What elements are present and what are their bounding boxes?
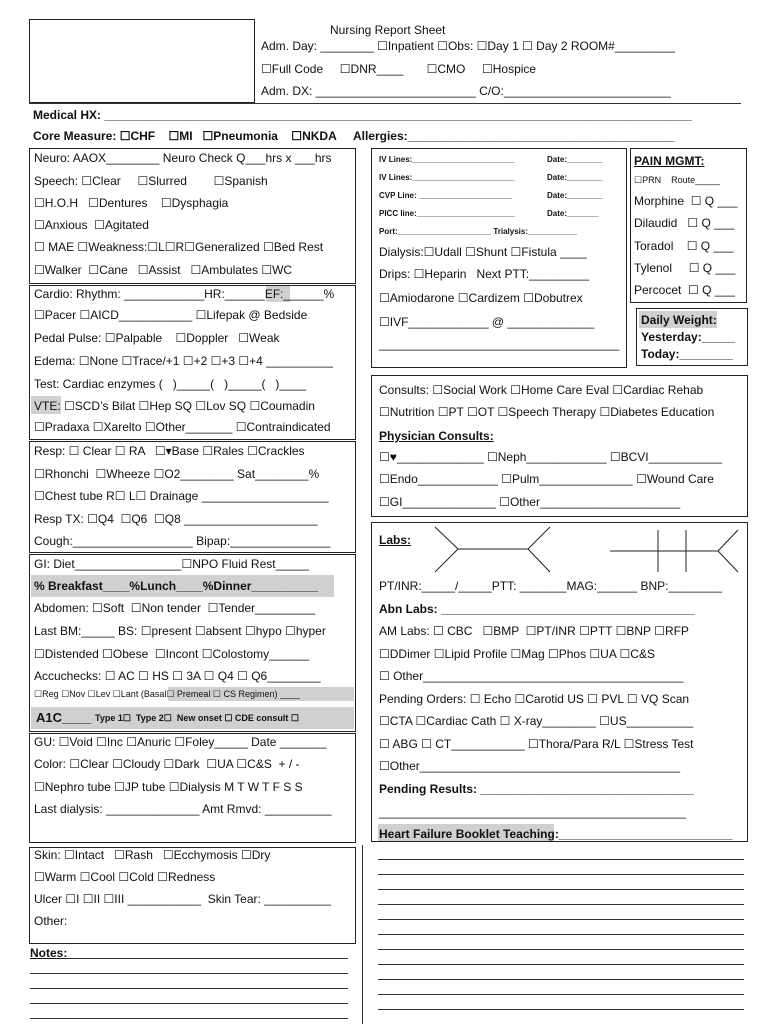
gu-row-3[interactable]: ☐Nephro tube ☐JP tube ☐Dialysis M T W T F S S bbox=[34, 780, 303, 794]
neuro-row-2[interactable]: Speech: ☐Clear ☐Slurred ☐Spanish bbox=[34, 174, 268, 188]
dialysis-access-row[interactable]: Dialysis:☐Udall ☐Shunt ☐Fistula ____ bbox=[379, 245, 587, 259]
ivf-row[interactable]: ☐IVF____________ @ _____________ bbox=[379, 315, 595, 329]
pending-orders-other[interactable]: ☐Other_______________________________________ bbox=[379, 759, 681, 773]
pain-prn-row[interactable]: ☐PRN Route_____ bbox=[634, 175, 721, 185]
iv-line-1[interactable]: IV Lines:_______________________ bbox=[379, 155, 515, 164]
physician-consults-title: Physician Consults: bbox=[379, 429, 494, 443]
medical-hx-line[interactable]: Medical HX: ________________________________________________________________________________________ bbox=[33, 108, 692, 122]
gi-row-3[interactable]: Abdomen: ☐Soft ☐Non tender ☐Tender_________ bbox=[34, 601, 316, 615]
consults-row-6[interactable]: ☐GI______________ ☐Other_____________________ bbox=[379, 495, 681, 509]
coag-labs-row[interactable]: PT/INR:_____/_____PTT: _______MAG:______ BNP:________ bbox=[379, 579, 722, 593]
am-labs-row-2[interactable]: ☐DDimer ☐Lipid Profile ☐Mag ☐Phos ☐UA ☐C&S bbox=[379, 647, 655, 661]
pain-med-tylenol[interactable]: Tylenol ☐ Q ___ bbox=[634, 261, 736, 275]
lab-fishbone-diagrams[interactable] bbox=[420, 524, 750, 574]
resp-row-4[interactable]: Resp TX: ☐Q4 ☐Q6 ☐Q8 ____________________ bbox=[34, 512, 318, 526]
drips-extra-line[interactable]: ____________________________________ bbox=[379, 337, 620, 351]
gi-row-6[interactable]: Accuchecks: ☐ AC ☐ HS ☐ 3A ☐ Q4 ☐ Q6________ bbox=[34, 669, 321, 683]
pain-med-percocet[interactable]: Percocet ☐ Q ___ bbox=[634, 283, 735, 297]
labs-title: Labs: bbox=[379, 533, 412, 547]
cardio-row-4[interactable]: Edema: ☐None ☐Trace/+1 ☐+2 ☐+3 ☐+4 __________ bbox=[34, 354, 333, 368]
cvp-line-date[interactable]: Date:________ bbox=[547, 191, 603, 200]
gu-row-1[interactable]: GU: ☐Void ☐Inc ☐Anuric ☐Foley_____ Date _______ bbox=[34, 735, 327, 749]
cardio-row-2[interactable]: ☐Pacer ☐AICD___________ ☐Lifepak @ Bedside bbox=[34, 308, 308, 322]
admission-dx-line[interactable]: Adm. DX: ________________________ C/O:_________________________ bbox=[261, 84, 671, 98]
daily-weight-title: Daily Weight: bbox=[641, 313, 717, 327]
weight-yesterday[interactable]: Yesterday:_____ bbox=[641, 330, 736, 344]
gi-row-4[interactable]: Last BM:_____ BS: ☐present ☐absent ☐hypo ☐hyper bbox=[34, 624, 326, 638]
neuro-row-5[interactable]: ☐ MAE ☐Weakness:☐L☐R☐Generalized ☐Bed Rest bbox=[34, 240, 324, 254]
pain-mgmt-title: PAIN MGMT: bbox=[634, 154, 705, 168]
pending-results-line-2[interactable]: ______________________________________________ bbox=[379, 805, 686, 819]
drips-row[interactable]: Drips: ☐Heparin Next PTT:_________ bbox=[379, 267, 590, 281]
cardio-row-6[interactable]: VTE: ☐SCD’s Bilat ☐Hep SQ ☐Lov SQ ☐Coumadin bbox=[34, 399, 315, 413]
drip-meds-row[interactable]: ☐Amiodarone ☐Cardizem ☐Dobutrex bbox=[379, 291, 583, 305]
picc-line[interactable]: PICC line:______________________ bbox=[379, 209, 515, 218]
pending-orders-row-1[interactable]: Pending Orders: ☐ Echo ☐Carotid US ☐ PVL ☐ VQ Scan bbox=[379, 692, 690, 706]
cardio-row-7[interactable]: ☐Pradaxa ☐Xarelto ☐Other_______ ☐Contraindicated bbox=[34, 420, 331, 434]
code-status-line[interactable]: ☐Full Code ☐DNR____ ☐CMO ☐Hospice bbox=[261, 62, 537, 76]
cardio-row-5[interactable]: Test: Cardiac enzymes ( )_____( )_____( )____ bbox=[34, 377, 307, 391]
gi-row-7[interactable]: ☐Reg ☐Nov ☐Lev ☐Lant (Basal☐ Premeal ☐ CS Regimen) ____ bbox=[34, 689, 301, 699]
pain-med-dilaudid[interactable]: Dilaudid ☐ Q ___ bbox=[634, 216, 735, 230]
gu-row-4[interactable]: Last dialysis: ______________ Amt Rmvd: __________ bbox=[34, 802, 332, 816]
resp-row-5[interactable]: Cough:__________________ Bipap:_______________ bbox=[34, 534, 331, 548]
gi-row-1[interactable]: GI: Diet________________☐NPO Fluid Rest_____ bbox=[34, 557, 309, 571]
skin-row-3[interactable]: Ulcer ☐I ☐II ☐III ___________ Skin Tear: __________ bbox=[34, 892, 331, 906]
pending-results-row[interactable]: Pending Results: ________________________________ bbox=[379, 782, 694, 796]
gi-row-2[interactable]: % Breakfast____%Lunch____%Dinner__________ bbox=[34, 579, 319, 593]
resp-row-2[interactable]: ☐Rhonchi ☐Wheeze ☐O2________ Sat________% bbox=[34, 467, 320, 481]
pending-orders-row-2[interactable]: ☐CTA ☐Cardiac Cath ☐ X-ray________ ☐US__________ bbox=[379, 714, 694, 728]
pain-med-morphine[interactable]: Morphine ☐ Q ___ bbox=[634, 194, 738, 208]
resp-row-1[interactable]: Resp: ☐ Clear ☐ RA ☐▾Base ☐Rales ☐Crackles bbox=[34, 444, 305, 458]
neuro-row-6[interactable]: ☐Walker ☐Cane ☐Assist ☐Ambulates ☐WC bbox=[34, 263, 293, 277]
core-measure-line[interactable]: Core Measure: ☐CHF ☐MI ☐Pneumonia ☐NKDA Allergies:________________________________________ bbox=[33, 129, 675, 143]
consults-row-4[interactable]: ☐♥_____________ ☐Neph____________ ☐BCVI___________ bbox=[379, 450, 723, 464]
notes-label: Notes: bbox=[30, 946, 68, 960]
gu-row-2[interactable]: Color: ☐Clear ☐Cloudy ☐Dark ☐UA ☐C&S + / - bbox=[34, 757, 300, 771]
skin-row-4[interactable]: Other: bbox=[34, 914, 68, 928]
iv-line-2[interactable]: IV Lines:_______________________ bbox=[379, 173, 515, 182]
iv-line-1-date[interactable]: Date:________ bbox=[547, 155, 603, 164]
am-labs-row-1[interactable]: AM Labs: ☐ CBC ☐BMP ☐PT/INR ☐PTT ☐BNP ☐RFP bbox=[379, 624, 689, 638]
skin-row-2[interactable]: ☐Warm ☐Cool ☐Cold ☐Redness bbox=[34, 870, 216, 884]
consults-row-5[interactable]: ☐Endo____________ ☐Pulm______________ ☐Wound Care bbox=[379, 472, 714, 486]
consults-row-1[interactable]: Consults: ☐Social Work ☐Home Care Eval ☐Cardiac Rehab bbox=[379, 383, 704, 397]
cardio-row-3[interactable]: Pedal Pulse: ☐Palpable ☐Doppler ☐Weak bbox=[34, 331, 280, 345]
diabetes-type-row[interactable]: Type 1☐ Type 2☐ New onset ☐ CDE consult ☐ bbox=[95, 713, 299, 723]
admission-day-line[interactable]: Adm. Day: ________ ☐Inpatient ☐Obs: ☐Day 1 ☐ Day 2 ROOM#_________ bbox=[261, 39, 675, 53]
a1c-label[interactable]: A1C____ bbox=[36, 710, 91, 725]
abn-labs-row[interactable]: Abn Labs: ______________________________________ bbox=[379, 602, 695, 616]
pain-med-toradol[interactable]: Toradol ☐ Q ___ bbox=[634, 239, 734, 253]
cardio-row-1[interactable]: Cardio: Rhythm: ____________HR:______EF:______% bbox=[34, 287, 335, 301]
patient-label-box[interactable] bbox=[29, 19, 255, 103]
weight-today[interactable]: Today:________ bbox=[641, 347, 733, 361]
neuro-row-1[interactable]: Neuro: AAOX________ Neuro Check Q___hrs x ___hrs bbox=[34, 151, 332, 165]
consults-row-2[interactable]: ☐Nutrition ☐PT ☐OT ☐Speech Therapy ☐Diabetes Education bbox=[379, 405, 715, 419]
page-title: Nursing Report Sheet bbox=[330, 23, 446, 37]
gi-row-5[interactable]: ☐Distended ☐Obese ☐Incont ☐Colostomy______ bbox=[34, 647, 310, 661]
picc-line-date[interactable]: Date:_______ bbox=[547, 209, 599, 218]
am-labs-other[interactable]: ☐ Other_______________________________________ bbox=[379, 669, 684, 683]
port-line[interactable]: Port:_____________________ Trialysis:___________ bbox=[379, 227, 577, 236]
skin-row-1[interactable]: Skin: ☐Intact ☐Rash ☐Ecchymosis ☐Dry bbox=[34, 848, 271, 862]
heart-failure-teaching-row[interactable]: Heart Failure Booklet Teaching:__________________________ bbox=[379, 827, 733, 841]
cvp-line[interactable]: CVP Line: _____________________ bbox=[379, 191, 513, 200]
neuro-row-4[interactable]: ☐Anxious ☐Agitated bbox=[34, 218, 149, 232]
iv-line-2-date[interactable]: Date:________ bbox=[547, 173, 603, 182]
pending-orders-row-3[interactable]: ☐ ABG ☐ CT___________ ☐Thora/Para R/L ☐Stress Test bbox=[379, 737, 694, 751]
neuro-row-3[interactable]: ☐H.O.H ☐Dentures ☐Dysphagia bbox=[34, 196, 229, 210]
resp-row-3[interactable]: ☐Chest tube R☐ L☐ Drainage ___________________ bbox=[34, 489, 329, 503]
